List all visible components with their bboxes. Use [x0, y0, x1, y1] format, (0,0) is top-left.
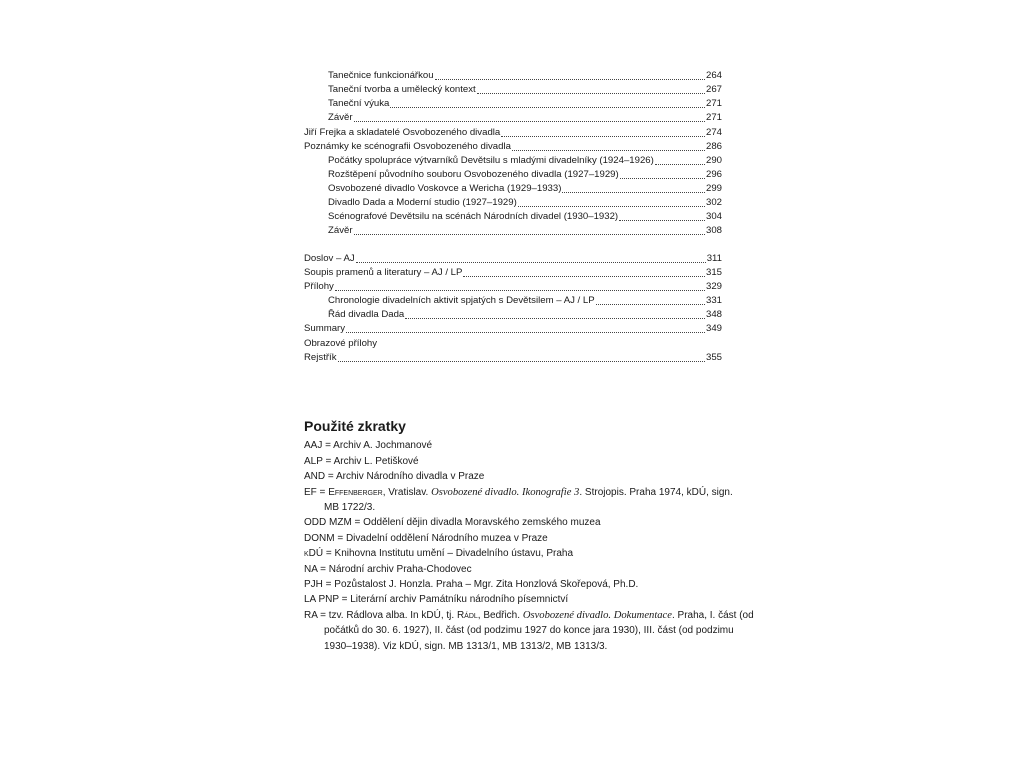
toc-leader-dots [354, 225, 705, 235]
abbr-ra [304, 610, 754, 622]
toc-entry-title: Chronologie divadelních aktivit spjatých s Devětsilem – AJ / LP [328, 295, 595, 306]
toc-entry [304, 279, 722, 293]
toc-entry-page: 271 [705, 98, 722, 109]
toc-entry-page: 308 [705, 225, 722, 236]
toc-entry-page: 296 [705, 169, 722, 180]
toc-entry-title: Osvobozené divadlo Voskovce a Wericha (1929–1933) [328, 183, 562, 194]
toc-entry-page: 304 [705, 211, 722, 222]
toc-entry-page: 267 [705, 84, 722, 95]
abbr-ef-rest: . Strojopis. Praha 1974, kDÚ, sign. [579, 487, 733, 498]
abbreviations-heading: Použité zkratky [304, 418, 406, 434]
toc-entry-page: 264 [705, 70, 722, 81]
abbr-ef-given: , Vratislav. [382, 487, 432, 498]
toc-leader-dots [619, 211, 705, 221]
toc-entry-page: 348 [705, 309, 722, 320]
toc-entry [328, 307, 722, 321]
toc-entry [304, 336, 722, 350]
abbr-ra-author: Rádl [456, 610, 478, 621]
abbr-ef-cont: MB 1722/3. [324, 502, 376, 513]
toc-entry-title: Tanečnice funkcionářkou [328, 70, 434, 81]
toc-entry-title: Závěr [328, 112, 353, 123]
abbr-ef-title: Osvobozené divadlo. Ikonografie 3 [431, 487, 580, 498]
toc-entry [328, 153, 722, 167]
abbr-pjh: PJH = Pozůstalost J. Honzla. Praha – Mgr. Zita Honzlová Skořepová, Ph.D. [304, 579, 639, 590]
toc-entry [328, 96, 722, 110]
abbr-odd: ODD MZM = Oddělení dějin divadla Moravského zemského muzea [304, 517, 601, 528]
toc-entry-page: 355 [705, 352, 722, 363]
toc-entry-title: Divadlo Dada a Moderní studio (1927–1929) [328, 197, 517, 208]
toc-entry [328, 223, 722, 237]
toc-entry-title: Řád divadla Dada [328, 309, 405, 320]
toc-entry-page: 302 [705, 197, 722, 208]
toc-leader-dots [390, 98, 705, 108]
toc-entry-title: Scénografové Devětsilu na scénách Národních divadel (1930–1932) [328, 211, 619, 222]
abbr-kdu [304, 548, 728, 560]
toc-leader-dots [338, 352, 705, 362]
abbr-aaj: AAJ = Archiv A. Jochmanové [304, 440, 433, 451]
toc-entry-title: Doslov – AJ [304, 253, 355, 264]
toc-entry-page: 274 [705, 127, 722, 138]
abbr-alp: ALP = Archiv L. Petiškové [304, 456, 419, 467]
toc-entry [328, 167, 722, 181]
toc-entry [328, 82, 722, 96]
toc-leader-dots [620, 169, 705, 179]
toc-entry-title: Obrazové přílohy [304, 338, 378, 349]
toc-entry [304, 321, 722, 335]
toc-entry-page: 271 [705, 112, 722, 123]
toc-entry-page: 286 [705, 141, 722, 152]
toc-entry-page: 311 [706, 253, 722, 264]
abbr-ef-author: Effenberger [328, 487, 383, 498]
abbr-donm: DONM = Divadelní oddělení Národního muzea v Praze [304, 533, 548, 544]
toc-entry-page: 331 [705, 295, 722, 306]
abbr-ra-key: RA = tzv. Rádlova alba. In kDÚ, tj. [304, 610, 457, 621]
toc-entry [328, 181, 722, 195]
toc-entry-title: Závěr [328, 225, 353, 236]
abbr-na: NA = Národní archiv Praha-Chodovec [304, 564, 472, 575]
abbr-ef-key: EF = [304, 487, 329, 498]
toc-entry-title: Rejstřík [304, 352, 337, 363]
toc-entry-title: Taneční výuka [328, 98, 390, 109]
toc-leader-dots [512, 141, 705, 151]
toc-entry [304, 251, 722, 265]
toc-entry-title: Rozštěpení původního souboru Osvobozeného divadla (1927–1929) [328, 169, 619, 180]
abbr-and: AND = Archiv Národního divadla v Praze [304, 471, 485, 482]
toc-leader-dots [346, 323, 705, 333]
abbr-ra-cont2: 1930–1938). Viz kDÚ, sign. MB 1313/1, MB 1313/2, MB 1313/3. [324, 641, 608, 652]
toc-leader-dots [335, 281, 705, 291]
toc-entry-title: Počátky spolupráce výtvarníků Devětsilu s mladými divadelníky (1924–1926) [328, 155, 654, 166]
toc-leader-dots [477, 84, 705, 94]
toc-leader-dots [356, 253, 706, 263]
toc-entry-page: 290 [705, 155, 722, 166]
toc-entry-title: Přílohy [304, 281, 334, 292]
toc-leader-dots [463, 267, 705, 277]
abbr-kdu-key: kDÚ [304, 548, 324, 559]
toc-entry-title: Jiří Frejka a skladatelé Osvobozeného divadla [304, 127, 501, 138]
abbr-lapnp: LA PNP = Literární archiv Památníku národního písemnictví [304, 594, 569, 605]
toc-entry-title: Poznámky ke scénografii Osvobozeného divadla [304, 141, 511, 152]
toc-entry-title: Soupis pramenů a literatury – AJ / LP [304, 267, 463, 278]
toc-leader-dots [435, 70, 705, 80]
abbr-ra-cont1: počátků do 30. 6. 1927), II. část (od podzimu 1927 do konce jara 1930), III. část (od podzimu [324, 625, 734, 636]
toc-entry [328, 68, 722, 82]
abbr-ra-title: Osvobozené divadlo. Dokumentace [522, 610, 672, 621]
abbr-ra-rest: . Praha, I. část (od [671, 610, 754, 621]
toc-entry [304, 350, 722, 364]
toc-entry-page: 349 [705, 323, 722, 334]
toc-leader-dots [562, 183, 705, 193]
toc-entry-page: 329 [705, 281, 722, 292]
abbr-kdu-text: = Knihovna Institutu umění – Divadelního ústavu, Praha [323, 548, 574, 559]
toc-entry [328, 110, 722, 124]
toc-leader-dots [405, 309, 705, 319]
toc-leader-dots [596, 295, 705, 305]
toc-leader-dots [518, 197, 705, 207]
abbr-ra-given: , Bedřich. [477, 610, 523, 621]
toc-entry-page: 299 [705, 183, 722, 194]
toc-entry [328, 195, 722, 209]
toc-entry-title: Summary [304, 323, 346, 334]
toc-entry [328, 209, 722, 223]
abbr-ef [304, 487, 733, 499]
toc-leader-dots [354, 112, 705, 122]
toc-entry [304, 125, 722, 139]
toc-entry [304, 265, 722, 279]
toc-leader-dots [655, 155, 705, 165]
toc-entry-page: 315 [705, 267, 722, 278]
toc-entry [304, 139, 722, 153]
toc-entry [328, 293, 722, 307]
toc-leader-dots [501, 127, 705, 137]
toc-entry-title: Taneční tvorba a umělecký kontext [328, 84, 476, 95]
